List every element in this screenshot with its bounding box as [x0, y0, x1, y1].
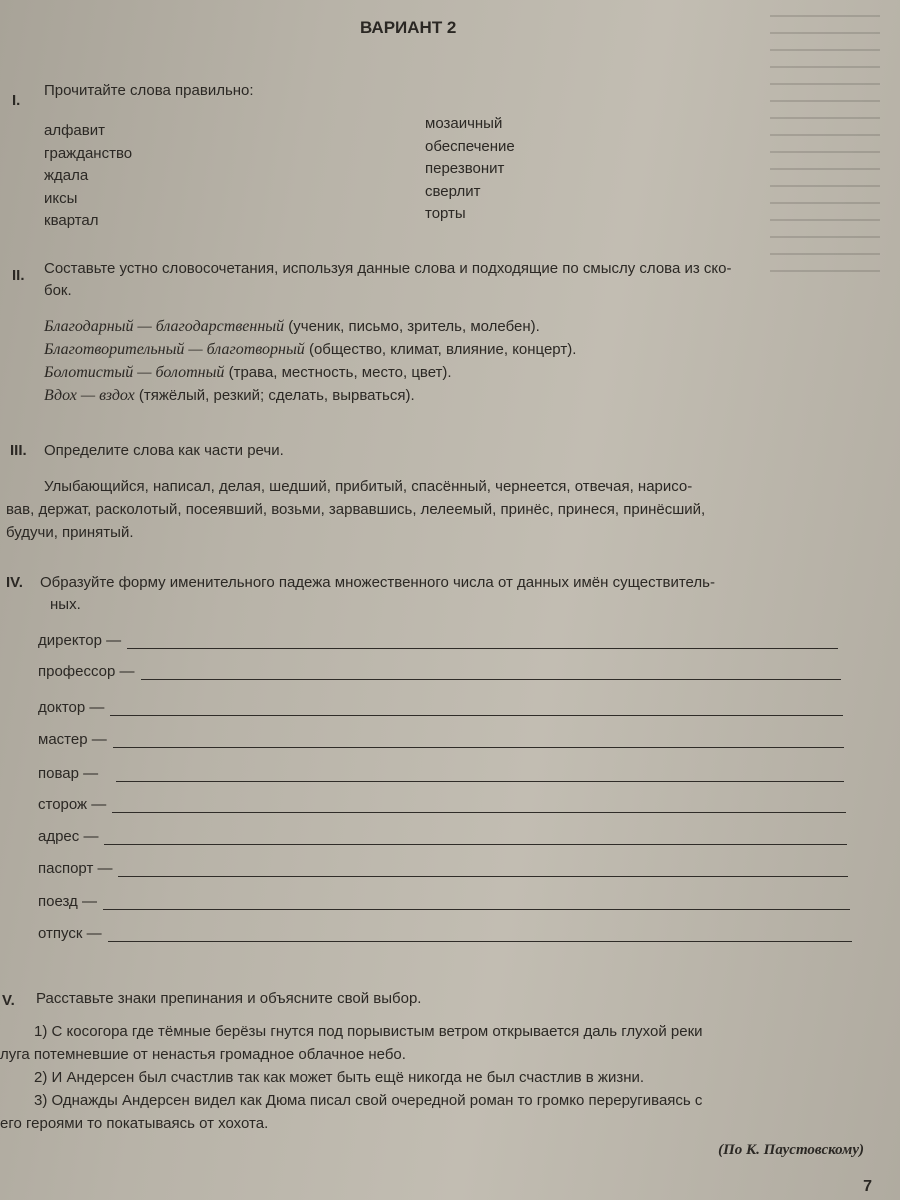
word-item: мозаичный: [425, 115, 503, 132]
answer-row-adres: [38, 821, 847, 845]
word-item: иксы: [44, 189, 78, 207]
section-2-task: [44, 258, 834, 302]
answer-row-otpusk: [38, 918, 852, 942]
pair-words: Благотворительный — благотворный: [44, 341, 305, 358]
page-number: 7: [863, 1178, 872, 1195]
word-item: ждала: [44, 167, 89, 184]
section-5-number: V.: [2, 992, 15, 1009]
pair-words: Вдох — вздох: [44, 387, 135, 404]
word-item: обеспечение: [425, 137, 515, 155]
section-1-right-words: [425, 113, 515, 226]
word-item: алфавит: [44, 122, 105, 139]
pair-options: (трава, местность, место, цвет).: [224, 364, 452, 381]
sentence-line: 1) С косогора где тёмные берёзы гнутся под порывистым ветром открывается даль глухой реки: [34, 1023, 703, 1040]
word-item: торты: [425, 205, 466, 222]
words-line: Улыбающийся, написал, делая, шедший, прибитый, спасённый, чернеется, отвечая, нарисо-: [44, 478, 693, 495]
answer-row-doktor: [38, 692, 843, 716]
section-3-number: III.: [10, 442, 27, 459]
noun-label: адрес —: [38, 828, 99, 845]
section-2-number: II.: [12, 267, 25, 284]
task-line: ных.: [50, 596, 81, 613]
answer-line[interactable]: [127, 634, 838, 649]
noun-label: поезд —: [38, 893, 97, 910]
answer-row-povar: [38, 758, 844, 782]
noun-label: профессор —: [38, 663, 135, 680]
answer-line[interactable]: [118, 862, 848, 877]
answer-line[interactable]: [113, 733, 844, 748]
section-1-task: Прочитайте слова правильно:: [44, 82, 254, 99]
pair-options: (ученик, письмо, зритель, молебен).: [284, 318, 540, 335]
noun-label: мастер —: [38, 731, 107, 748]
pair-line: [44, 338, 844, 361]
noun-label: директор —: [38, 632, 122, 649]
answer-row-direktor: [38, 625, 838, 649]
answer-row-poezd: [38, 886, 850, 910]
noun-label: повар —: [38, 765, 99, 782]
pair-line: [44, 315, 844, 338]
noun-label: паспорт —: [38, 860, 113, 877]
word-item: квартал: [44, 212, 99, 229]
word-item: гражданство: [44, 144, 133, 162]
answer-row-storozh: [38, 789, 846, 813]
task-line: Образуйте форму именительного падежа множественного числа от данных имён существитель-: [40, 574, 715, 591]
section-5-sentences: [0, 1020, 862, 1135]
answer-line[interactable]: [103, 895, 850, 910]
answer-line[interactable]: [108, 927, 852, 942]
answer-line[interactable]: [104, 830, 847, 845]
pair-options: (общество, климат, влияние, концерт).: [304, 341, 577, 358]
words-line: будучи, принятый.: [6, 524, 134, 541]
sentence-line: луга потемневшие от ненастья громадное облачное небо.: [0, 1046, 406, 1063]
section-1-left-words: [44, 120, 132, 233]
answer-line[interactable]: [110, 701, 843, 716]
source-attribution: (По К. Паустовскому): [718, 1142, 864, 1158]
words-line: вав, держат, расколотый, посеявший, возьми, зарвавшись, лелеемый, принёс, принеся, принёсший,: [6, 501, 706, 518]
section-5-task: Расставьте знаки препинания и объясните свой выбор.: [36, 990, 422, 1007]
answer-line[interactable]: [116, 767, 844, 782]
task-line: бок.: [44, 282, 72, 299]
sentence-line: 2) И Андерсен был счастлив так как может быть ещё никогда не был счастлив в жизни.: [34, 1069, 645, 1086]
sentence-line: 3) Однажды Андерсен видел как Дюма писал свой очередной роман то громко переругиваясь с: [34, 1092, 703, 1109]
word-item: сверлит: [425, 182, 481, 200]
noun-label: доктор —: [38, 699, 105, 716]
section-4-number: IV.: [6, 574, 23, 591]
section-3-words: [6, 475, 848, 544]
answer-line[interactable]: [112, 798, 846, 813]
section-1-number: I.: [12, 92, 21, 109]
pair-words: Болотистый — болотный: [44, 364, 225, 381]
word-item: перезвонит: [425, 160, 505, 177]
pair-line: [44, 361, 844, 384]
page-title: ВАРИАНТ 2: [360, 18, 457, 37]
noun-label: сторож —: [38, 796, 107, 813]
answer-line[interactable]: [141, 665, 841, 680]
answer-row-master: [38, 724, 844, 748]
sentence-line: его героями то покатываясь от хохота.: [0, 1115, 269, 1132]
section-2-pairs: [44, 315, 844, 407]
answer-row-pasport: [38, 853, 848, 877]
task-line: Составьте устно словосочетания, используя данные слова и подходящие по смыслу слова из ско-: [44, 260, 732, 277]
pair-line: [44, 384, 844, 407]
section-3-task: Определите слова как части речи.: [44, 442, 284, 459]
noun-label: отпуск —: [38, 925, 102, 942]
section-4-task: [40, 572, 850, 616]
pair-words: Благодарный — благодарственный: [44, 318, 285, 335]
pair-options: (тяжёлый, резкий; сделать, вырваться).: [134, 387, 415, 404]
answer-row-professor: [38, 656, 841, 680]
